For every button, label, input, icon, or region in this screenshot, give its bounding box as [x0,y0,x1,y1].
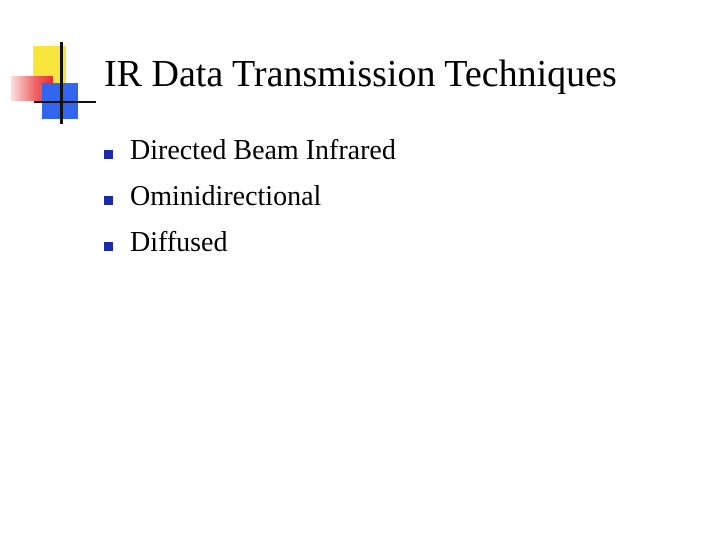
bullet-text: Directed Beam Infrared [130,135,396,166]
bullet-item [104,220,396,266]
bullet-item [104,174,396,220]
bullet-text: Diffused [130,227,228,258]
square-bullet-icon [104,196,113,205]
bullet-list [104,128,396,266]
logo-horizontal-line [34,101,96,103]
logo-vertical-line [60,42,63,124]
bullet-text: Ominidirectional [130,181,322,212]
square-bullet-icon [104,150,113,159]
bullet-item [104,128,396,174]
square-bullet-icon [104,242,113,251]
decorative-logo [0,0,100,130]
slide-title: IR Data Transmission Techniques [104,53,617,95]
